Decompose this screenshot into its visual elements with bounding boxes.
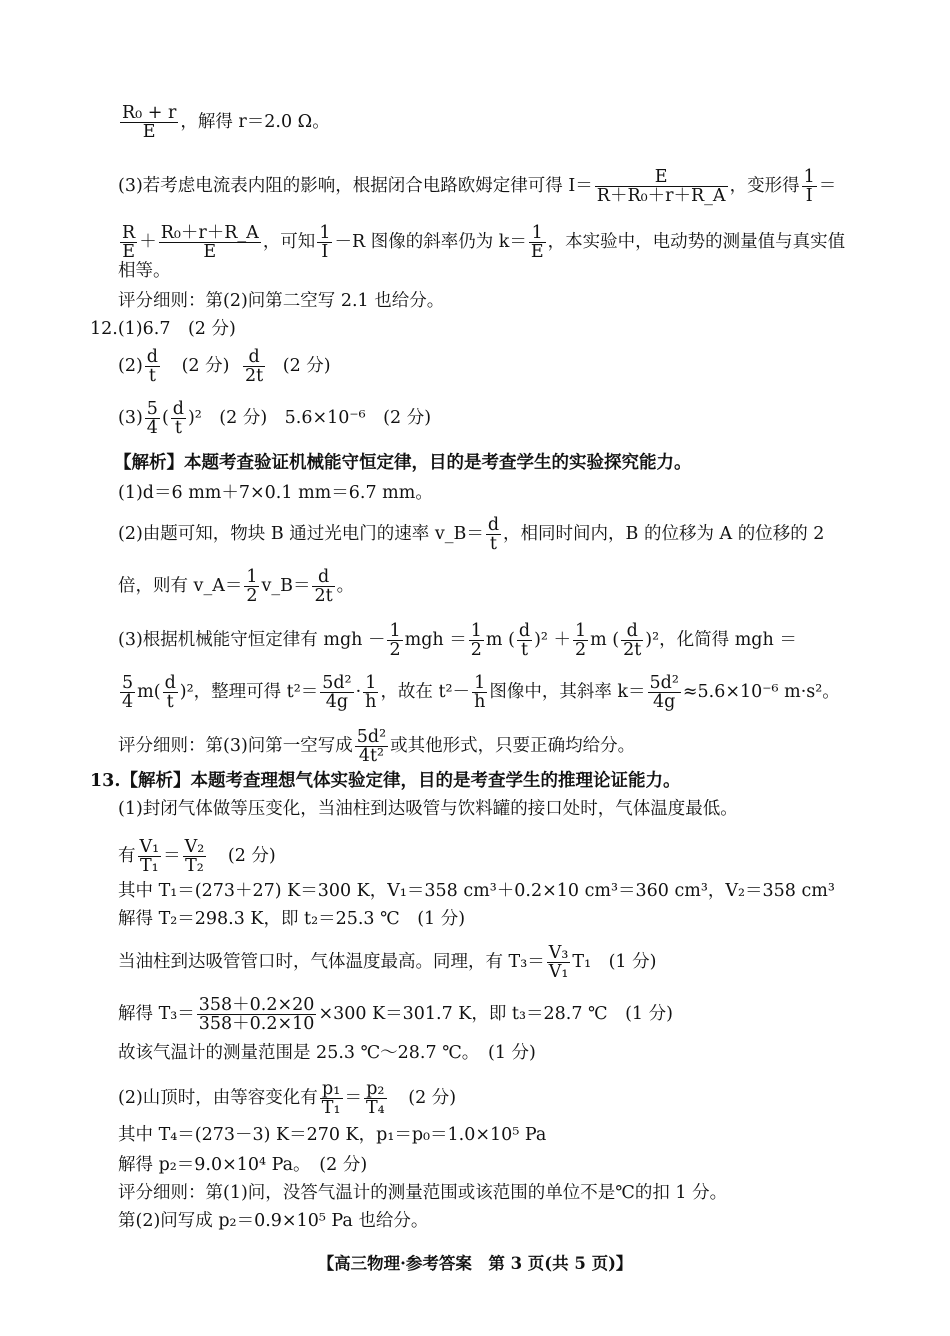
numerator: 1 (575, 621, 587, 641)
q12-step-2 (118, 516, 824, 553)
numerator: d (243, 348, 265, 367)
text: ，故在 t²－ (380, 682, 471, 702)
numerator: 1 (529, 224, 546, 243)
numerator: d (164, 673, 176, 693)
fraction (621, 622, 643, 659)
denominator: V₁ (548, 962, 569, 982)
q11-line-1 (118, 104, 330, 141)
text: (3)根据机械能守恒定律有 mgh － (118, 630, 386, 650)
denominator: h (474, 692, 486, 712)
q11-line-2 (118, 168, 836, 205)
fraction (244, 568, 259, 605)
text: 评分细则：第(3)问第一空写成 (118, 736, 353, 756)
text: 解得 T₃＝ (118, 1004, 195, 1024)
numerator: R (122, 223, 136, 243)
fraction (802, 168, 817, 205)
denominator: 4 (146, 418, 158, 438)
fraction (171, 400, 186, 437)
denominator: T₁ (139, 856, 159, 876)
fraction (648, 674, 681, 711)
q13-line-1: (1)封闭气体做等压变化，当油柱到达吸管与饮料罐的接口处时，气体温度最低。 (118, 799, 738, 819)
text: ，本实验中，电动势的测量值与真实值 (547, 232, 846, 252)
page-footer: 【高三物理·参考答案 第 3 页(共 5 页)】 (317, 1254, 633, 1273)
text: ＋ (139, 232, 157, 252)
denominator: I (321, 242, 329, 262)
numerator: 1 (319, 223, 331, 243)
q11-line-3 (118, 224, 845, 261)
text: mgh ＝ (404, 630, 467, 650)
text: (3)若考虑电流表内阻的影响，根据闭合电路欧姆定律可得 I＝ (118, 176, 593, 196)
denominator: T₂ (185, 856, 204, 876)
numerator: d (487, 515, 500, 535)
q12-step-2-cont (118, 568, 354, 605)
denominator: t (520, 640, 529, 660)
text: ，可知 (262, 232, 316, 252)
text: ×300 K＝301.7 K，即 t₃＝28.7 ℃ (1 分) (318, 1004, 673, 1024)
text: (2 分) (282, 356, 331, 376)
denominator: E (142, 122, 156, 142)
text: ，变形得 (729, 176, 800, 196)
text: )² ＋ (534, 630, 571, 650)
q11-line-4: 相等。 (118, 261, 171, 281)
text: · (355, 682, 362, 702)
denominator: 4g (653, 692, 676, 712)
text: ( (161, 408, 169, 428)
text: (2) (118, 356, 143, 376)
numerator: 358＋0.2×20 (198, 995, 315, 1015)
numerator: 1 (472, 674, 487, 693)
numerator: d (621, 622, 643, 641)
q13-line-10: 解得 p₂＝9.0×10⁴ Pa。 (2 分) (118, 1155, 368, 1175)
text: m ( (485, 630, 515, 650)
numerator: 5d² (322, 673, 352, 693)
fraction (159, 224, 261, 261)
text: 当油柱到达吸管管口时，气体温度最高。同理，有 T₃＝ (118, 952, 545, 972)
q13-line-5 (118, 944, 656, 981)
text: ，解得 r＝2.0 Ω。 (180, 112, 330, 132)
q13-line-7: 故该气温计的测量范围是 25.3 ℃～28.7 ℃。 (1 分) (118, 1043, 536, 1063)
numerator: p₁ (320, 1080, 343, 1099)
text: 。 (336, 576, 355, 596)
denominator: I (805, 186, 813, 206)
text: (2)山顶时，由等容变化有 (118, 1088, 318, 1108)
denominator: 4 (122, 692, 134, 712)
text: ＝ (818, 176, 837, 196)
numerator: 1 (363, 674, 378, 693)
numerator: 1 (246, 567, 258, 587)
q12-answer-2 (118, 348, 331, 385)
denominator: E (530, 242, 544, 262)
fraction (312, 568, 334, 605)
q12-step-3 (118, 622, 797, 659)
numerator: E (595, 168, 728, 187)
fraction (469, 622, 484, 659)
fraction (595, 168, 728, 205)
fraction (145, 400, 160, 437)
fraction (363, 674, 378, 711)
numerator: 1 (389, 621, 401, 641)
text: )²，整理可得 t²＝ (179, 682, 319, 702)
denominator: 358＋0.2×10 (198, 1014, 315, 1034)
q12-step-3-cont (118, 674, 840, 711)
denominator: t (166, 692, 174, 712)
text: (2 分) (227, 846, 276, 866)
q12-answer-3 (118, 400, 431, 437)
text: 有 (118, 846, 136, 866)
text: (2 分) (181, 356, 230, 376)
q13-line-3: 其中 T₁＝(273＋27) K＝300 K，V₁＝358 cm³＋0.2×10 cm³＝360 cm³，V₂＝358 cm³ (118, 881, 835, 901)
q13-line-4: 解得 T₂＝298.3 K，即 t₂＝25.3 ℃ (1 分) (118, 909, 466, 929)
fraction (145, 348, 160, 385)
text: ≈5.6×10⁻⁶ m·s²。 (682, 682, 840, 702)
text: ＝ (163, 846, 181, 866)
denominator: T₁ (321, 1098, 341, 1118)
text: －R 图像的斜率仍为 k＝ (334, 232, 527, 252)
denominator: 4t² (358, 746, 385, 766)
fraction (120, 224, 137, 261)
denominator: 2 (470, 640, 482, 660)
fraction (320, 1080, 343, 1117)
denominator: t (148, 366, 156, 386)
fraction (138, 838, 162, 875)
denominator: h (365, 692, 377, 712)
fraction (486, 516, 501, 553)
fraction (387, 622, 402, 659)
numerator: V₃ (548, 943, 569, 963)
numerator: R₀ + r (122, 103, 177, 123)
fraction (320, 674, 353, 711)
text: (2)由题可知，物块 B 通过光电门的速率 v_B＝ (118, 524, 484, 544)
fraction (355, 728, 388, 765)
denominator: 2 (575, 640, 587, 660)
numerator: d (146, 347, 158, 367)
denominator: E (203, 242, 217, 262)
text: (2 分) (408, 1088, 457, 1108)
fraction (183, 838, 207, 875)
q12-analysis-heading: 【解析】本题考查验证机械能守恒定律，目的是考查学生的实验探究能力。 (114, 453, 692, 473)
numerator: d (172, 399, 184, 419)
text: m ( (590, 630, 620, 650)
numerator: V₂ (184, 837, 205, 857)
q13-line-9: 其中 T₄＝(273－3) K＝270 K，p₁＝p₀＝1.0×10⁵ Pa (118, 1125, 547, 1145)
q12-answer-1: 12.(1)6.7 (2 分) (90, 319, 236, 339)
numerator: 5d² (356, 727, 387, 747)
fraction (573, 622, 588, 659)
denominator: 2 (246, 586, 258, 606)
fraction (472, 674, 487, 711)
fraction (197, 996, 317, 1033)
text: )² (2 分) 5.6×10⁻⁶ (2 分) (187, 408, 432, 428)
denominator: t (489, 534, 497, 554)
q12-scoring-note (118, 728, 635, 765)
text: (3) (118, 408, 143, 428)
denominator: 2t (245, 366, 264, 386)
text: T₁ (1 分) (572, 952, 657, 972)
text: m( (137, 682, 161, 702)
fraction (317, 224, 332, 261)
fraction (547, 944, 571, 981)
text: ，相同时间内，B 的位移为 A 的位移的 2 (503, 524, 825, 544)
fraction (163, 674, 178, 711)
q13-line-8 (118, 1080, 456, 1117)
denominator: T₄ (366, 1098, 385, 1118)
denominator: R＋R₀＋r＋R_A (596, 186, 726, 206)
numerator: d (312, 568, 334, 587)
denominator: E (122, 242, 135, 262)
denominator: t (174, 418, 182, 438)
numerator: 1 (803, 167, 815, 187)
numerator: 1 (470, 621, 482, 641)
q13-line-6 (118, 996, 673, 1033)
numerator: R₀＋r＋R_A (160, 223, 259, 243)
q13-scoring-note-1: 评分细则：第(1)问，没答气温计的测量范围或该范围的单位不是℃的扣 1 分。 (118, 1183, 728, 1203)
q13-scoring-note-2: 第(2)问写成 p₂＝0.9×10⁵ Pa 也给分。 (118, 1211, 429, 1231)
fraction (529, 224, 546, 261)
denominator: 2 (389, 640, 401, 660)
text: 倍，则有 v_A＝ (118, 576, 243, 596)
denominator: 2t (314, 586, 333, 606)
q11-scoring-note: 评分细则：第(2)问第二空写 2.1 也给分。 (118, 291, 445, 311)
text: ＝ (344, 1088, 362, 1108)
fraction (364, 1080, 387, 1117)
denominator: 4g (325, 692, 349, 712)
numerator: p₂ (364, 1080, 387, 1099)
fraction (120, 104, 178, 141)
text: v_B＝ (261, 576, 311, 596)
fraction (243, 348, 265, 385)
q12-step-1: (1)d＝6 mm＋7×0.1 mm＝6.7 mm。 (118, 483, 433, 503)
text: 或其他形式，只要正确均给分。 (390, 736, 636, 756)
fraction (120, 674, 135, 711)
numerator: V₁ (139, 837, 160, 857)
numerator: d (518, 621, 531, 641)
numerator: 5 (146, 399, 158, 419)
text: 图像中，其斜率 k＝ (489, 682, 646, 702)
numerator: 5 (122, 673, 134, 693)
numerator: 5d² (649, 673, 679, 693)
q13-analysis-heading: 13.【解析】本题考查理想气体实验定律，目的是考查学生的推理论证能力。 (90, 771, 681, 791)
denominator: 2t (623, 640, 642, 660)
text: )²，化简得 mgh ＝ (645, 630, 797, 650)
fraction (517, 622, 532, 659)
q13-line-2 (118, 838, 276, 875)
